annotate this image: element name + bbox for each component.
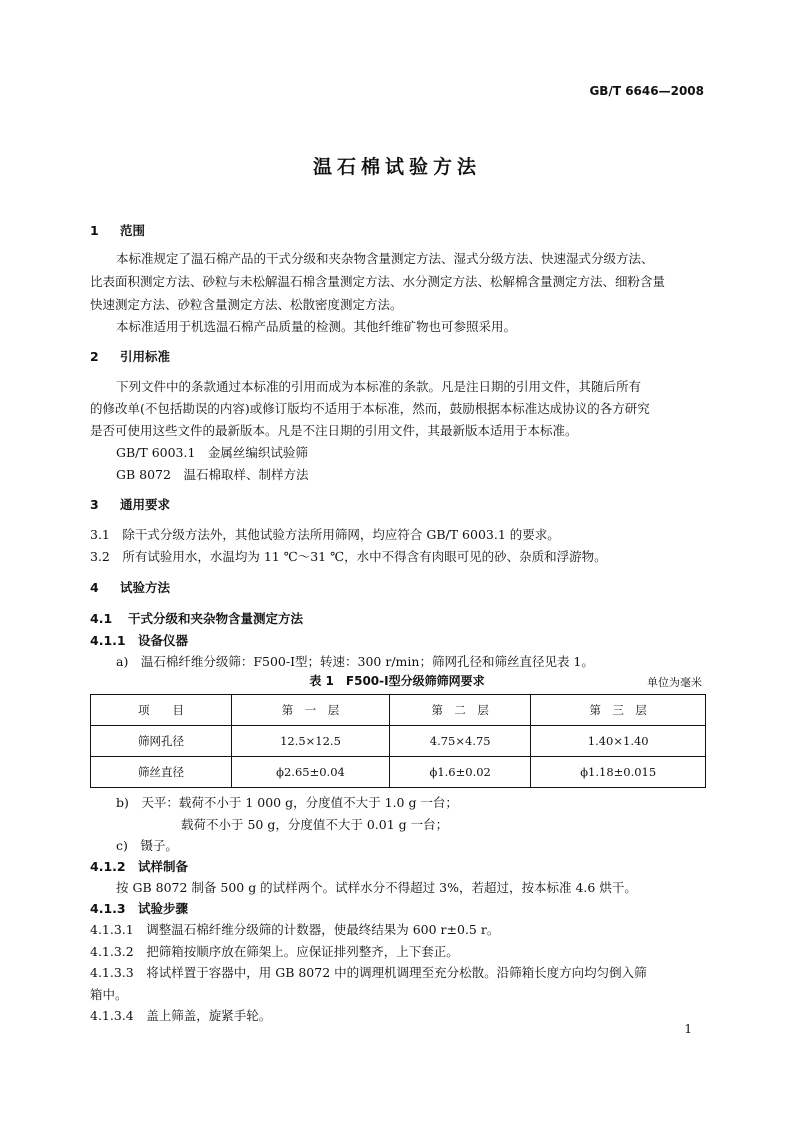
section-title: 试验步骤	[138, 901, 189, 916]
section-title: 试样制备	[138, 859, 189, 874]
paragraph-line: 本标准规定了温石棉产品的干式分级和夹杂物含量测定方法、湿式分级方法、快速湿式分级方法、	[116, 251, 654, 266]
sieve-table	[90, 694, 706, 788]
clause-3-2: 3.2 所有试验用水，水温均为 11 ℃～31 ℃，水中不得含有肉眼可见的砂、杂质和浮游物。	[90, 549, 607, 564]
page-number: 1	[684, 1022, 692, 1036]
step-4-1-3-4: 4.1.3.4 盖上筛盖，旋紧手轮。	[90, 1008, 272, 1023]
section-number: 1	[90, 223, 99, 238]
section-number: 4.1.1	[90, 633, 126, 648]
table-cell: ϕ2.65±0.04	[232, 757, 390, 788]
table-cell: ϕ1.6±0.02	[389, 757, 530, 788]
table-cell: ϕ1.18±0.015	[531, 757, 706, 788]
table-caption: 表 1 F500-Ⅰ型分级筛筛网要求	[309, 674, 485, 688]
section-number: 4.1.2	[90, 859, 126, 874]
paragraph-line: 本标准适用于机选温石棉产品质量的检测。其他纤维矿物也可参照采用。	[116, 319, 517, 334]
section-2-heading	[90, 347, 170, 365]
paragraph-line: 的修改单(不包括勘误的内容)或修订版均不适用于本标准，然而，鼓励根据本标准达成协议的各方研究	[90, 401, 650, 416]
equipment-item-c: c) 镊子。	[116, 838, 178, 853]
reference-item: GB 8072 温石棉取样、制样方法	[116, 467, 309, 482]
table-header-cell: 第 三 层	[531, 695, 706, 726]
step-4-1-3-3-continued: 箱中。	[90, 987, 128, 1002]
table-unit: 单位为毫米	[647, 676, 702, 689]
equipment-item-b: b) 天平：载荷不小于 1 000 g，分度值不大于 1.0 g 一台；	[116, 795, 458, 810]
paragraph-line: 快速测定方法、砂粒含量测定方法、松散密度测定方法。	[90, 297, 403, 312]
equipment-item-a: a) 温石棉纤维分级筛：F500-Ⅰ型；转速：300 r/min；筛网孔径和筛丝直径见表 1。	[116, 654, 594, 669]
reference-item: GB/T 6003.1 金属丝编织试验筛	[116, 445, 308, 460]
section-3-heading	[90, 495, 170, 513]
table-cell: 1.40×1.40	[531, 726, 706, 757]
section-title: 干式分级和夹杂物含量测定方法	[128, 611, 304, 626]
step-4-1-3-1: 4.1.3.1 调整温石棉纤维分级筛的计数器，使最终结果为 600 r±0.5 r。	[90, 922, 500, 937]
paragraph-line: 是否可使用这些文件的最新版本。凡是不注日期的引用文件，其最新版本适用于本标准。	[90, 423, 578, 438]
table-cell: 筛丝直径	[91, 757, 232, 788]
table-cell: 筛网孔径	[91, 726, 232, 757]
section-title: 引用标准	[120, 349, 171, 364]
section-title: 通用要求	[120, 497, 171, 512]
section-number: 4.1	[90, 611, 113, 626]
section-4-heading	[90, 578, 170, 596]
section-title: 设备仪器	[138, 633, 189, 648]
step-4-1-3-2: 4.1.3.2 把筛箱按顺序放在筛架上。应保证排列整齐，上下套正。	[90, 944, 459, 959]
paragraph-line: 比表面积测定方法、砂粒与未松解温石棉含量测定方法、水分测定方法、松解棉含量测定方法、细粉含量	[90, 274, 666, 289]
section-number: 3	[90, 497, 99, 512]
table-row	[91, 726, 706, 757]
step-4-1-3-3: 4.1.3.3 将试样置于容器中，用 GB 8072 中的调理机调理至充分松散。沿筛箱长度方向均匀倒入筛	[90, 965, 647, 980]
page-title: 温石棉试验方法	[312, 156, 481, 178]
table-cell: 4.75×4.75	[389, 726, 530, 757]
table-row	[91, 757, 706, 788]
paragraph-line: 下列文件中的条款通过本标准的引用而成为本标准的条款。凡是注日期的引用文件，其随后所有	[116, 379, 642, 394]
table-header-cell: 第 一 层	[232, 695, 390, 726]
standard-code: GB/T 6646—2008	[589, 84, 704, 98]
section-4-1-3-heading	[90, 899, 188, 917]
section-number: 4	[90, 580, 99, 595]
equipment-item-b-continued: 载荷不小于 50 g，分度值不大于 0.01 g 一台；	[181, 817, 449, 832]
table-header-row	[91, 695, 706, 726]
section-1-heading	[90, 221, 145, 239]
table-cell: 12.5×12.5	[232, 726, 390, 757]
section-title: 试验方法	[120, 580, 171, 595]
table-header-cell: 项 目	[91, 695, 232, 726]
section-4-1-1-heading	[90, 631, 188, 649]
paragraph-line: 按 GB 8072 制备 500 g 的试样两个。试样水分不得超过 3%，若超过，按本标准 4.6 烘干。	[116, 880, 637, 895]
section-number: 2	[90, 349, 99, 364]
clause-3-1: 3.1 除干式分级方法外，其他试验方法所用筛网，均应符合 GB/T 6003.1 的要求。	[90, 527, 560, 542]
section-4-1-heading	[90, 609, 303, 627]
section-number: 4.1.3	[90, 901, 126, 916]
section-title: 范围	[120, 223, 146, 238]
table-header-cell: 第 二 层	[389, 695, 530, 726]
section-4-1-2-heading	[90, 857, 188, 875]
